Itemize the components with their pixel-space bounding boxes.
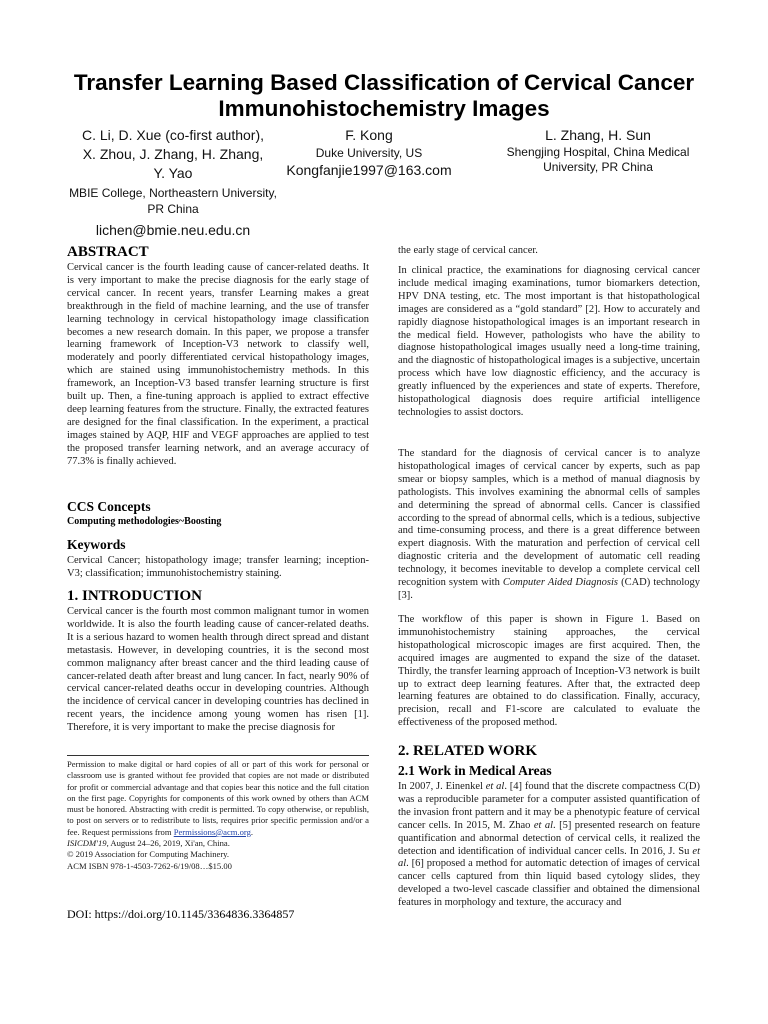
author-affiliation: MBIE College, Northeastern University, PR China [69, 186, 277, 216]
author-block-3 [478, 126, 718, 175]
intro-paragraph-2: In clinical practice, the examinations for diagnosing cervical cancer include medical imaging examinations, tumor biomarkers detection, HPV DNA testing, etc. The most important is that histopathological images are considered as a “gold standard” [2]. How to accurately and rapidly diagnose histopathological images is an important research in the medical field. However, pathologists who have the ability to diagnose histopathological images usually need a long-time training, and the diagnostic of histopathological images is a subjective, uncertain process which have low diagnostic efficiency, and the accuracy is greatly influenced by the experiences and state of experts. Therefore, histopathological diagnosis does require artificial intelligence technologies to assist doctors. [398, 265, 700, 418]
intro-paragraph-4: The workflow of this paper is shown in Figure 1. Based on immunohistochemistry staining approaches, the cervical histopathological microscopic images are first acquired. Then, the acquired images are augmented to expand the size of the dataset. Thirdly, the transfer learning approach of Inception-V3 network is built up to extract deep learning features. After that, the extracted deep learning features are obtained to do classification. Finally, accuracy, precision, recall and F1-score are calculated to evaluate the effectiveness of the proposed method. [398, 614, 700, 729]
introduction-heading: 1. INTRODUCTION [67, 588, 203, 604]
copyright-line: © 2019 Association for Computing Machinery. [67, 849, 230, 860]
ccs-text: Computing methodologies~Boosting [67, 516, 222, 527]
keywords-text: Cervical Cancer; histopathology image; transfer learning; inception-V3; classification; immunohistochemistry staining. [67, 555, 369, 579]
introduction-text: Cervical cancer is the fourth most common malignant tumor in women worldwide. It is also the fourth leading cause of cancer-related deaths. It is a serious hazard to women health through direct spread and distant metastasis. However, in developing countries, it is the second most common malignancy after breast cancer and the third leading cause of cancer-related death after breast and lung cancer. In fact, nearly 90% of cervical cancer-related deaths occur in developing countries. Although the incidence of cervical cancer in developing countries has declined in recent years, the incidence among young women has risen [1]. Therefore, it is very important to make the precise diagnosis for [67, 606, 369, 734]
permissions-email-link[interactable]: Permissions@acm.org [173, 826, 251, 837]
author-email: lichen@bmie.neu.edu.cn [95, 222, 251, 238]
related-work-text: In 2007, J. Einenkel et al. [4] found that the discrete compactness C(D) was a reproducible parameter for a computer assisted quantification of the invasion front pattern and it may be a phenotypic feature of cervical cancer cells. In 2015, M. Zhao et al. [5] presented research on feature quantification and abnormal detection of cervical cells, it realized the detection and identification of individual cancer cells. In 2016, J. Su et al. [6] proposed a method for automatic detection of images of cervical cancer cells captured from thin liquid based cytology slides, they developed a two-level cascade classifier and obtained the dimensional features in morphology and texture, the accuracy and [398, 781, 700, 909]
abstract-heading: ABSTRACT [67, 244, 149, 260]
venue-line: ISICDM'19, August 24–26, 2019, Xi'an, China. [67, 838, 230, 849]
intro-continuation: the early stage of cervical cancer. [398, 245, 538, 256]
permission-notice: Permission to make digital or hard copies of all or part of this work for personal or classroom use is granted without fee provided that copies are not made or distributed for profit or commercial advantage and that copies bear this notice and the full citation on the first page. Copyrights for components of this work owned by others than ACM must be honored. Abstracting with credit is permitted. To copy otherwise, or republish, to post on servers or to redistribute to lists, requires prior specific permission and/or a fee. Request permissions from Permissions@acm.org. ISICDM'19, August 24–26, 2019, Xi'an, China. © 2019 Association for Computing Machinery. ACM ISBN 978-1-4503-7262-6/19/08…$15.00 [67, 759, 369, 871]
author-block-2 [286, 126, 452, 180]
author-names: C. Li, D. Xue (co-first author), X. Zhou, J. Zhang, H. Zhang, Y. Yao [81, 127, 265, 181]
isbn-line: ACM ISBN 978-1-4503-7262-6/19/08…$15.00 [67, 860, 232, 871]
author-names: F. Kong [345, 127, 393, 143]
intro-paragraph-3: The standard for the diagnosis of cervical cancer is to analyze histopathological images of cervical cancer by experts, such as pap smear or biopsy samples, which is a method of manual diagnosis by pathologists. This involves examining the abnormal cells of samples and determining the spread of abnormal cells. Cancer is classified according to the spread of abnormal cells, which is a tedious, subjective and time-consuming process, and there is a great difference between expert diagnosis. With the maturation and perfection of cervical cell diagnostic criteria and the development of automatic cell reading technology, it becomes inevitable to develop a complete cervical cell recognition system with Computer Aided Diagnosis (CAD) technology [3]. [398, 448, 700, 601]
ccs-heading: CCS Concepts [67, 499, 151, 514]
related-work-heading: 2. RELATED WORK [398, 743, 538, 759]
author-affiliation: Shengjing Hospital, China Medical University, PR China [506, 145, 690, 174]
author-affiliation: Duke University, US [315, 146, 423, 160]
doi-line: DOI: https://doi.org/10.1145/3364836.3364857 [67, 907, 295, 921]
author-email: Kongfanjie1997@163.com [286, 162, 452, 178]
keywords-heading: Keywords [67, 537, 126, 552]
author-names: L. Zhang, H. Sun [545, 127, 651, 143]
author-block-1 [60, 126, 286, 240]
footnote-divider [67, 755, 369, 756]
paper-title: Transfer Learning Based Classification of Cervical Cancer Immunohistochemistry Images [73, 70, 695, 121]
abstract-text: Cervical cancer is the fourth leading cause of cancer-related deaths. It is very important to make the precise diagnosis for the early stage of cervical cancer. In recent years, transfer Learning makes a great breakthrough in the field of machine learning, and the use of transfer learning technology in cervical histopathology image classification becomes a new research domain. In this paper, we propose a transfer learning framework of Inception-V3 network to classify well, moderately and poorly differentiated cervical histopathology images, which are stained using immunohistochemistry methods. In this framework, an Inception-V3 based transfer learning structure is first built up. Then, a fine-tuning approach is applied to extract effective deep learning features from the structure. Finally, the extracted features are designed for the final classification. In the experiment, a practical images stained by AQP, HIF and VEGF approaches are applied to test the proposed transfer learning network, and an average accuracy of 77.3% is finally achieved. [67, 262, 369, 467]
medical-areas-heading: 2.1 Work in Medical Areas [398, 763, 552, 778]
